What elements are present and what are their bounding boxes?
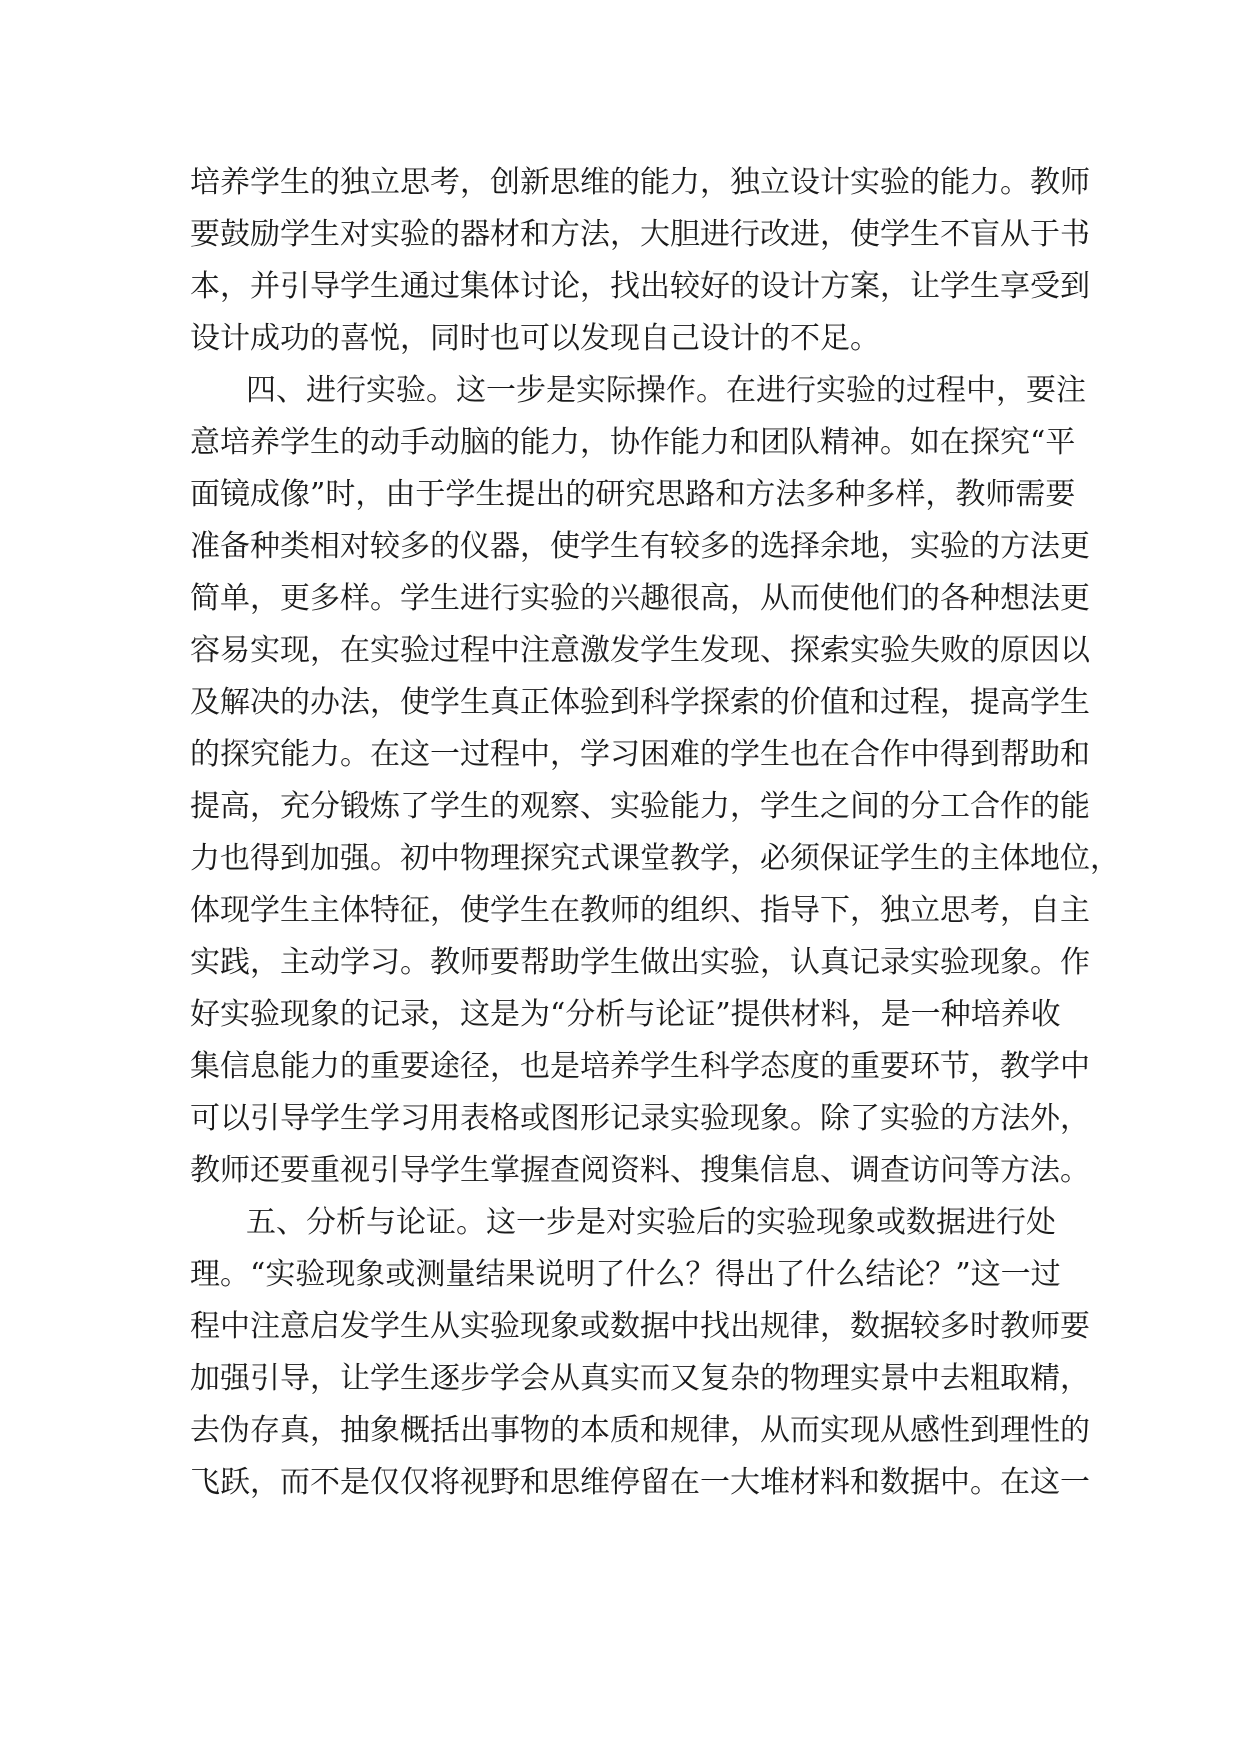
- text-line: 准备种类相对较多的仪器，使学生有较多的选择余地，实验的方法更: [190, 529, 1090, 564]
- text-line: 集信息能力的重要途径，也是培养学生科学态度的重要环节，教学中: [190, 1049, 1090, 1084]
- text-line: 去伪存真，抽象概括出事物的本质和规律，从而实现从感性到理性的: [190, 1413, 1090, 1448]
- text-line: 本，并引导学生通过集体讨论，找出较好的设计方案，让学生享受到: [190, 269, 1090, 304]
- text-line: 体现学生主体特征，使学生在教师的组织、指导下，独立思考，自主: [190, 893, 1090, 928]
- text-line: 提高，充分锻炼了学生的观察、实验能力，学生之间的分工合作的能: [190, 789, 1090, 824]
- text-line: 要鼓励学生对实验的器材和方法，大胆进行改进，使学生不盲从于书: [190, 217, 1090, 252]
- text-line: 加强引导，让学生逐步学会从真实而又复杂的物理实景中去粗取精，: [190, 1361, 1090, 1396]
- text-line: 程中注意启发学生从实验现象或数据中找出规律，数据较多时教师要: [190, 1309, 1090, 1344]
- text-line: 容易实现，在实验过程中注意激发学生发现、探索实验失败的原因以: [190, 633, 1090, 668]
- text-line: 简单，更多样。学生进行实验的兴趣很高，从而使他们的各种想法更: [190, 581, 1090, 616]
- text-line: 培养学生的独立思考，创新思维的能力，独立设计实验的能力。教师: [190, 165, 1090, 200]
- text-line: 面镜成像”时，由于学生提出的研究思路和方法多种多样，教师需要: [190, 477, 1076, 512]
- text-line: 意培养学生的动手动脑的能力，协作能力和团队精神。如在探究“平: [190, 425, 1076, 460]
- paragraph-heading-line: 四、进行实验。这一步是实际操作。在进行实验的过程中，要注: [246, 373, 1086, 408]
- text-line: 的探究能力。在这一过程中，学习困难的学生也在合作中得到帮助和: [190, 737, 1090, 772]
- paragraph-heading-line: 五、分析与论证。这一步是对实验后的实验现象或数据进行处: [246, 1205, 1056, 1240]
- text-line: 理。“实验现象或测量结果说明了什么？得出了什么结论？”这一过: [190, 1257, 1061, 1292]
- text-line: 及解决的办法，使学生真正体验到科学探索的价值和过程，提高学生: [190, 685, 1090, 720]
- text-line: 力也得到加强。初中物理探究式课堂教学，必须保证学生的主体地位，: [190, 841, 1120, 876]
- text-line: 好实验现象的记录，这是为“分析与论证”提供材料，是一种培养收: [190, 997, 1061, 1032]
- text-line: 实践，主动学习。教师要帮助学生做出实验，认真记录实验现象。作: [190, 945, 1090, 980]
- text-line: 教师还要重视引导学生掌握查阅资料、搜集信息、调查访问等方法。: [190, 1153, 1090, 1188]
- text-line: 飞跃，而不是仅仅将视野和思维停留在一大堆材料和数据中。在这一: [190, 1465, 1090, 1500]
- text-line: 设计成功的喜悦，同时也可以发现自己设计的不足。: [190, 321, 880, 356]
- text-line: 可以引导学生学习用表格或图形记录实验现象。除了实验的方法外，: [190, 1101, 1090, 1136]
